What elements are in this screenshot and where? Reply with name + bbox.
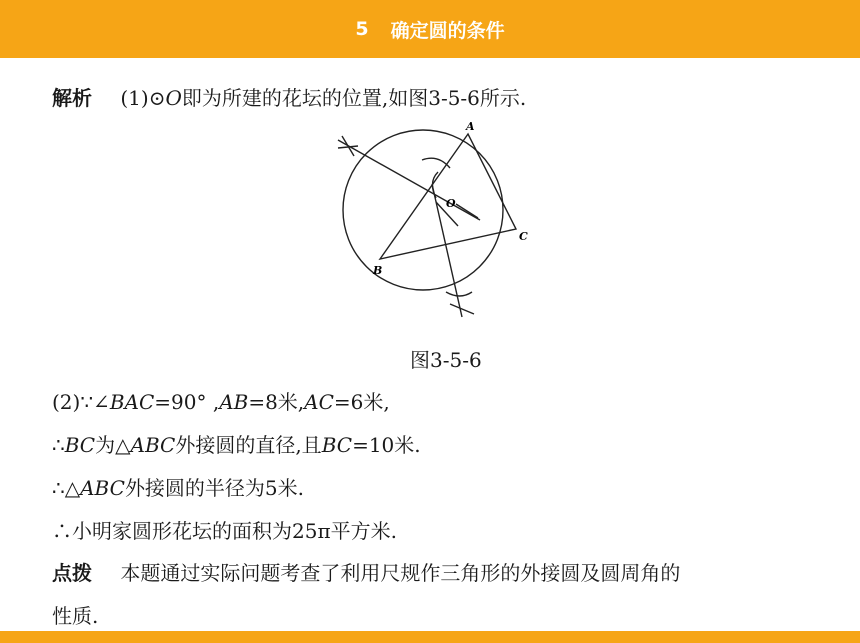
text-italic: AC <box>304 390 334 414</box>
geometry-figure <box>328 112 538 331</box>
section-title: 确定圆的条件 <box>390 19 505 42</box>
tip-text: 本题通过实际问题考查了利用尺规作三角形的外接圆及圆周角的 <box>120 561 681 585</box>
text: =8米, <box>248 390 305 414</box>
circumcircle-diagram <box>328 112 538 327</box>
part2-line2 <box>52 429 421 458</box>
text-italic: BC <box>321 433 353 457</box>
tip-line <box>52 557 680 586</box>
text-italic: BC <box>64 433 96 457</box>
point-c-label: C <box>519 230 528 243</box>
text-italic: ABC <box>130 433 176 457</box>
analysis-text: 即为所建的花坛的位置,如图3-5-6所示. <box>181 86 527 110</box>
text: 外接圆的半径为5米. <box>124 476 305 500</box>
footer-bar <box>0 631 860 643</box>
perpendicular-bisector-ab <box>338 140 480 220</box>
text: 为△ <box>95 433 131 457</box>
text: =90° , <box>154 390 220 414</box>
circumcircle <box>343 130 503 290</box>
point-a-label: A <box>466 120 475 133</box>
analysis-prefix: (1)⊙ <box>120 86 166 110</box>
point-b-label: B <box>373 264 383 277</box>
text-italic: BAC <box>109 390 155 414</box>
page-header <box>0 0 860 58</box>
section-number: 5 <box>355 18 369 40</box>
tip-label: 点拨 <box>52 561 92 585</box>
figure-caption: 图3-5-6 <box>410 348 482 372</box>
part2-line3 <box>52 472 304 501</box>
text-italic: ABC <box>80 476 125 500</box>
text: (2)∵∠ <box>52 390 110 414</box>
analysis-label: 解析 <box>52 86 92 110</box>
text-italic: AB <box>219 390 249 414</box>
text: =10米. <box>352 433 421 457</box>
analysis-line <box>52 82 526 111</box>
part2-line1 <box>52 386 390 415</box>
tip-line-2: 性质. <box>52 604 99 628</box>
text: =6米, <box>333 390 390 414</box>
text: ∴△ <box>52 476 81 500</box>
part2-line4: ∴小明家圆形花坛的面积为25π平方米. <box>52 519 397 543</box>
text: 外接圆的直径,且 <box>175 433 322 457</box>
analysis-o: O <box>165 86 182 110</box>
point-o-label: O <box>446 197 456 210</box>
text: ∴ <box>52 433 65 457</box>
